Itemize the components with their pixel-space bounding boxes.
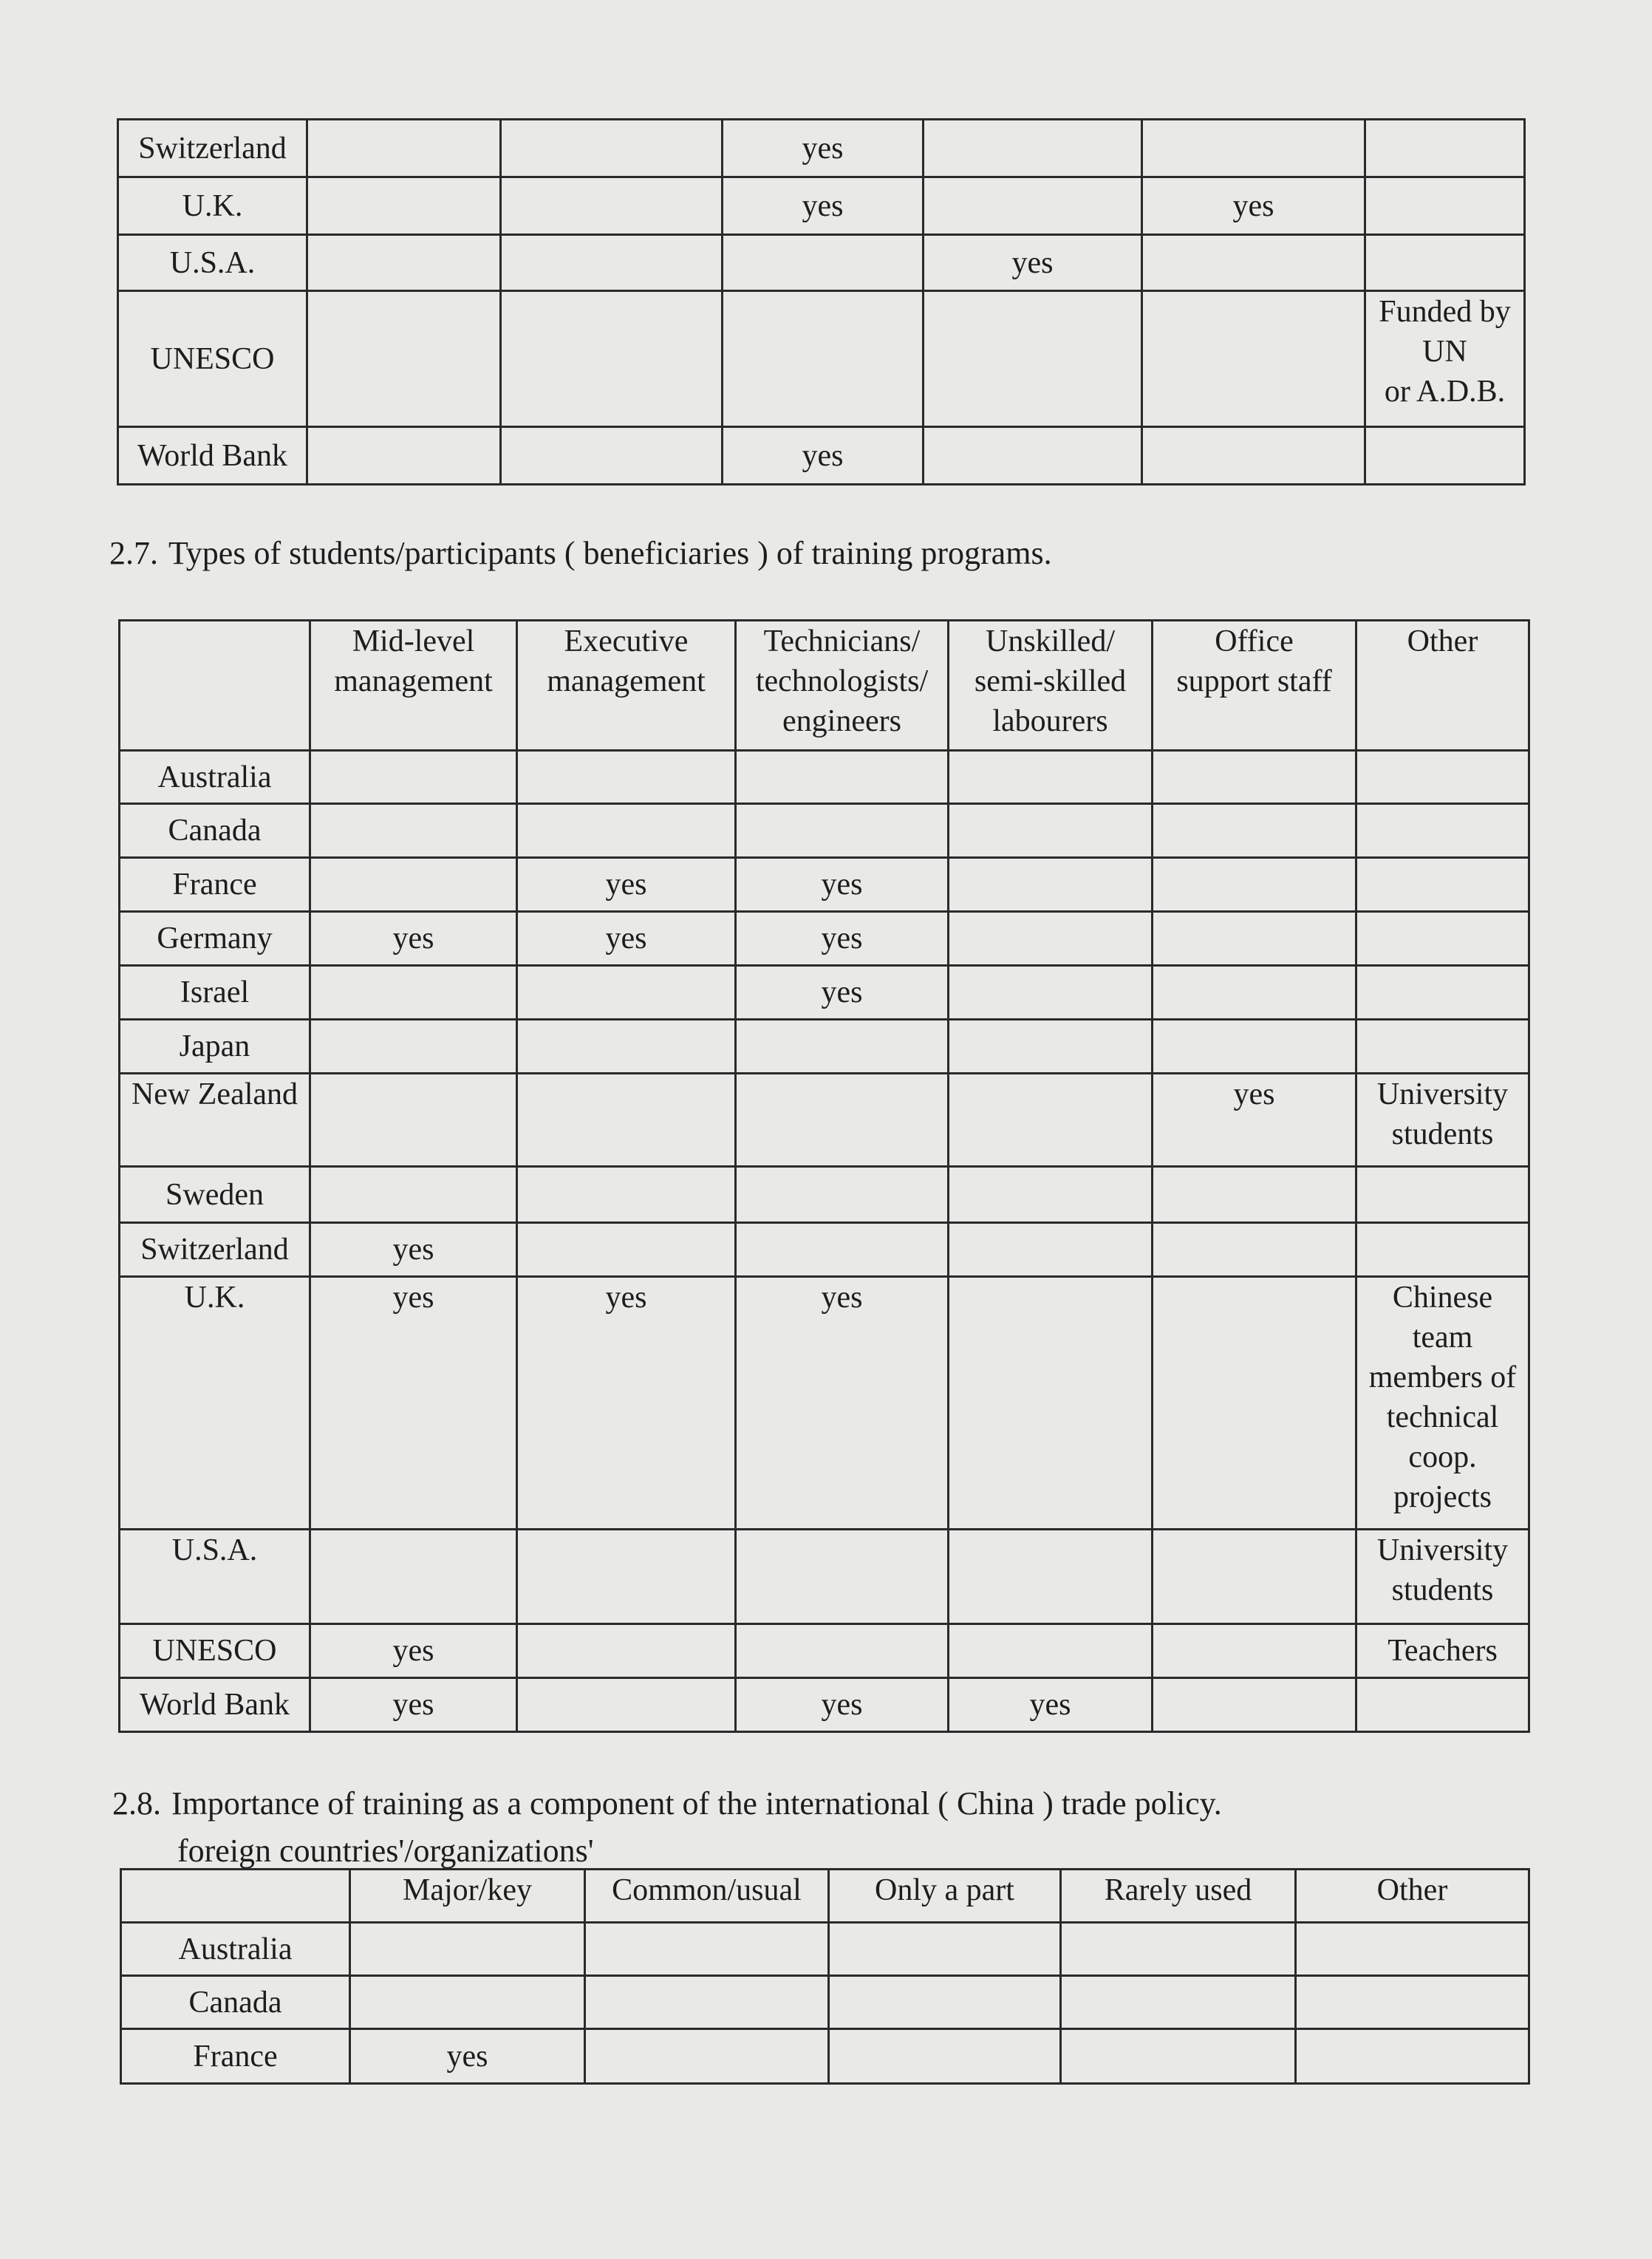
table-cell xyxy=(1142,291,1365,427)
table-row xyxy=(118,291,1525,427)
table-cell xyxy=(949,1074,1153,1167)
table-cell xyxy=(1365,235,1525,291)
table-cell xyxy=(1153,1624,1356,1678)
table-cell xyxy=(350,1976,585,2029)
column-header: Mid-level management xyxy=(310,621,517,751)
section-2-8-subtitle xyxy=(177,1830,594,1873)
row-label: New Zealand xyxy=(120,1074,310,1167)
table-cell xyxy=(1365,427,1525,485)
section-subtitle: foreign countries'/organizations' xyxy=(177,1833,594,1869)
table-cell xyxy=(1296,1923,1529,1976)
table-row xyxy=(118,235,1525,291)
table-cell xyxy=(1153,1167,1356,1223)
table-cell xyxy=(1365,177,1525,235)
column-header: Unskilled/ semi-skilled labourers xyxy=(949,621,1153,751)
table-cell xyxy=(1153,1277,1356,1530)
row-label: Switzerland xyxy=(120,1223,310,1277)
table-cell xyxy=(736,1624,949,1678)
section-number: 2.7. xyxy=(109,535,158,571)
table-cell: yes xyxy=(310,1624,517,1678)
section-number: 2.8. xyxy=(112,1785,161,1822)
row-label: France xyxy=(121,2029,350,2084)
table-cell xyxy=(736,1530,949,1624)
table-cell: yes xyxy=(310,1678,517,1732)
table-cell xyxy=(501,291,723,427)
table-cell: yes xyxy=(350,2029,585,2084)
table-cell: yes xyxy=(924,235,1142,291)
table-row xyxy=(120,804,1529,858)
table-cell xyxy=(1356,751,1529,804)
table-cell xyxy=(1153,858,1356,912)
table-cell xyxy=(949,1277,1153,1530)
table-cell xyxy=(1356,1020,1529,1074)
table-cell xyxy=(517,1167,736,1223)
table-cell xyxy=(949,1167,1153,1223)
table-row xyxy=(120,1678,1529,1732)
table-cell: yes xyxy=(736,858,949,912)
table-cell xyxy=(1356,966,1529,1020)
table-cell xyxy=(736,751,949,804)
row-label: France xyxy=(120,858,310,912)
table-cell: University students xyxy=(1356,1074,1529,1167)
row-label: UNESCO xyxy=(118,291,307,427)
table-cell xyxy=(949,1530,1153,1624)
table-cell xyxy=(1296,2029,1529,2084)
table-cell xyxy=(1153,1223,1356,1277)
table-cell xyxy=(924,177,1142,235)
table-cell xyxy=(949,912,1153,966)
table-row xyxy=(118,427,1525,485)
table-cell xyxy=(310,1074,517,1167)
table-row xyxy=(121,1923,1529,1976)
table-row xyxy=(120,1277,1529,1530)
table-cell xyxy=(924,427,1142,485)
table-cell: Funded by UN or A.D.B. xyxy=(1365,291,1525,427)
table-cell: yes xyxy=(736,966,949,1020)
table-cell: yes xyxy=(517,912,736,966)
table-cell xyxy=(1356,912,1529,966)
section-title: Types of students/participants ( beneficiaries ) of training programs. xyxy=(168,535,1052,571)
row-label: Germany xyxy=(120,912,310,966)
row-label: U.K. xyxy=(118,177,307,235)
table-cell xyxy=(1153,751,1356,804)
table-cell xyxy=(517,1223,736,1277)
table-cell: yes xyxy=(723,177,924,235)
table-row xyxy=(121,2029,1529,2084)
table-row xyxy=(121,1976,1529,2029)
table-cell xyxy=(1153,1020,1356,1074)
table-cell: yes xyxy=(736,1678,949,1732)
table-cell: yes xyxy=(310,1223,517,1277)
table-cell xyxy=(924,291,1142,427)
column-header: Other xyxy=(1356,621,1529,751)
column-header: Executive management xyxy=(517,621,736,751)
table-cell xyxy=(310,966,517,1020)
header-row xyxy=(120,621,1529,751)
table-cell xyxy=(310,804,517,858)
table-cell xyxy=(585,1923,829,1976)
column-header: Rarely used xyxy=(1061,1870,1296,1923)
table-row xyxy=(120,1223,1529,1277)
row-label: Australia xyxy=(120,751,310,804)
table-row xyxy=(118,120,1525,177)
table-cell: Chinese team members of technical coop. projects xyxy=(1356,1277,1529,1530)
table-cell xyxy=(1061,2029,1296,2084)
table-cell xyxy=(924,120,1142,177)
table-cell xyxy=(723,291,924,427)
table-cell xyxy=(1296,1976,1529,2029)
table-cell xyxy=(517,1020,736,1074)
table-row xyxy=(120,1074,1529,1167)
table-cell: yes xyxy=(723,120,924,177)
table-cell xyxy=(1153,1678,1356,1732)
table-row xyxy=(120,912,1529,966)
table-cell xyxy=(1356,1167,1529,1223)
row-label: U.S.A. xyxy=(120,1530,310,1624)
table-cell xyxy=(1356,858,1529,912)
table-cell: yes xyxy=(310,1277,517,1530)
table-cell xyxy=(307,291,501,427)
table-cell xyxy=(829,1923,1061,1976)
table-cell xyxy=(1142,427,1365,485)
column-header: Major/key xyxy=(350,1870,585,1923)
table-cell xyxy=(310,1167,517,1223)
section-title: Importance of training as a component of the international ( China ) trade policy. xyxy=(171,1785,1222,1822)
table-row xyxy=(118,177,1525,235)
table-cell xyxy=(736,1020,949,1074)
section-2-7-heading xyxy=(109,532,1052,575)
table-cell xyxy=(310,751,517,804)
table-cell xyxy=(1356,1223,1529,1277)
table-cell xyxy=(949,966,1153,1020)
column-header: Technicians/ technologists/ engineers xyxy=(736,621,949,751)
table-cell xyxy=(307,427,501,485)
table-cell xyxy=(501,427,723,485)
table-cell: yes xyxy=(1142,177,1365,235)
column-header: Other xyxy=(1296,1870,1529,1923)
table-cell xyxy=(307,120,501,177)
table-cell xyxy=(501,177,723,235)
row-label: World Bank xyxy=(118,427,307,485)
table-continued xyxy=(117,118,1526,485)
table-row xyxy=(120,1020,1529,1074)
table-cell xyxy=(585,2029,829,2084)
table-cell: yes xyxy=(310,912,517,966)
column-header: Office support staff xyxy=(1153,621,1356,751)
row-label: UNESCO xyxy=(120,1624,310,1678)
table-cell xyxy=(736,1074,949,1167)
table-cell xyxy=(501,120,723,177)
table-cell xyxy=(585,1976,829,2029)
section-2-8-heading xyxy=(112,1782,1222,1825)
row-label: Sweden xyxy=(120,1167,310,1223)
row-label: Canada xyxy=(121,1976,350,2029)
table-cell xyxy=(736,1167,949,1223)
table-cell xyxy=(1142,235,1365,291)
table-cell xyxy=(949,751,1153,804)
table-cell xyxy=(310,858,517,912)
header-corner-cell xyxy=(121,1870,350,1923)
table-cell xyxy=(307,235,501,291)
header-corner-cell xyxy=(120,621,310,751)
table-cell xyxy=(949,804,1153,858)
table-cell xyxy=(517,1678,736,1732)
table-cell: yes xyxy=(736,1277,949,1530)
table-row xyxy=(120,858,1529,912)
table-beneficiaries xyxy=(118,619,1530,1733)
table-cell xyxy=(829,2029,1061,2084)
row-label: U.S.A. xyxy=(118,235,307,291)
table-row xyxy=(120,1167,1529,1223)
row-label: Japan xyxy=(120,1020,310,1074)
table-cell xyxy=(1061,1923,1296,1976)
table-cell xyxy=(310,1020,517,1074)
table-cell: Teachers xyxy=(1356,1624,1529,1678)
table-cell xyxy=(949,1020,1153,1074)
table-cell xyxy=(501,235,723,291)
table-cell xyxy=(307,177,501,235)
table-row xyxy=(120,966,1529,1020)
column-header: Only a part xyxy=(829,1870,1061,1923)
table-cell: yes xyxy=(949,1678,1153,1732)
table-cell xyxy=(1153,912,1356,966)
table-training-importance xyxy=(120,1868,1530,2085)
table-cell xyxy=(517,966,736,1020)
table-cell xyxy=(723,235,924,291)
table-cell xyxy=(350,1923,585,1976)
row-label: Canada xyxy=(120,804,310,858)
table-cell xyxy=(310,1530,517,1624)
row-label: Switzerland xyxy=(118,120,307,177)
table-row xyxy=(120,1624,1529,1678)
table-cell xyxy=(1356,804,1529,858)
table-cell xyxy=(517,1530,736,1624)
table-cell xyxy=(949,858,1153,912)
table-cell xyxy=(517,1624,736,1678)
row-label: U.K. xyxy=(120,1277,310,1530)
table-cell xyxy=(736,1223,949,1277)
table-cell xyxy=(1153,1530,1356,1624)
table-cell: yes xyxy=(723,427,924,485)
table-cell xyxy=(517,1074,736,1167)
table-cell xyxy=(1142,120,1365,177)
row-label: Israel xyxy=(120,966,310,1020)
table-cell xyxy=(1365,120,1525,177)
table-row xyxy=(120,1530,1529,1624)
table-cell xyxy=(949,1624,1153,1678)
header-row xyxy=(121,1870,1529,1923)
table-row xyxy=(120,751,1529,804)
row-label: Australia xyxy=(121,1923,350,1976)
table-cell: yes xyxy=(517,1277,736,1530)
table-cell xyxy=(1061,1976,1296,2029)
table-cell: University students xyxy=(1356,1530,1529,1624)
table-cell xyxy=(949,1223,1153,1277)
table-cell xyxy=(1356,1678,1529,1732)
column-header: Common/usual xyxy=(585,1870,829,1923)
table-cell xyxy=(736,804,949,858)
table-cell: yes xyxy=(736,912,949,966)
table-cell: yes xyxy=(1153,1074,1356,1167)
table-cell: yes xyxy=(517,858,736,912)
table-cell xyxy=(829,1976,1061,2029)
table-cell xyxy=(517,804,736,858)
table-cell xyxy=(1153,804,1356,858)
row-label: World Bank xyxy=(120,1678,310,1732)
table-cell xyxy=(517,751,736,804)
table-cell xyxy=(1153,966,1356,1020)
